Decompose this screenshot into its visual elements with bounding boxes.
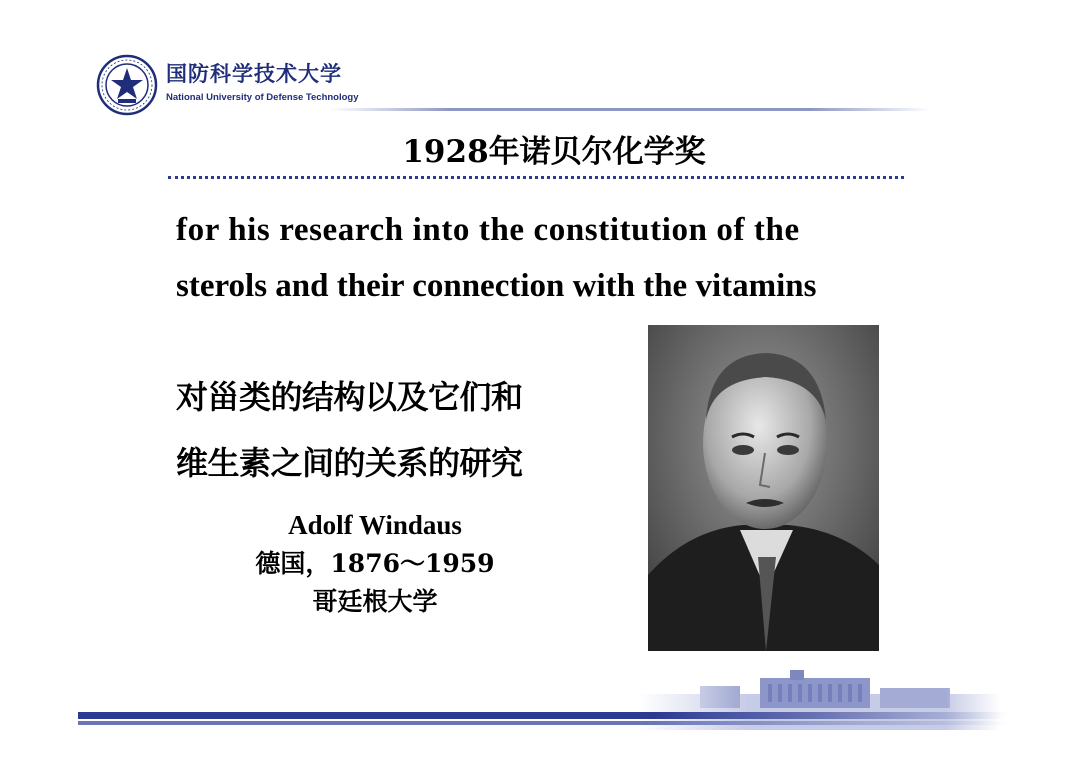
university-seal-icon bbox=[96, 54, 158, 116]
university-name-cn: 国防科学技术大学 bbox=[166, 61, 342, 86]
citation-cn-line-2: 维生素之间的关系的研究 bbox=[176, 444, 523, 482]
laureate-origin: 德国，1876～1959 bbox=[255, 549, 495, 578]
university-name-en: National University of Defense Technology bbox=[166, 92, 359, 103]
footer-bar-secondary bbox=[78, 721, 1008, 725]
footer-bar-primary bbox=[78, 712, 1008, 719]
citation-cn-line-1: 对甾类的结构以及它们和 bbox=[176, 378, 523, 416]
laureate-name: Adolf Windaus bbox=[288, 510, 462, 540]
laureate-institution: 哥廷根大学 bbox=[312, 587, 438, 616]
title-dotted-divider bbox=[168, 176, 904, 179]
header-divider bbox=[330, 108, 930, 111]
citation-en-line-1: for his research into the constitution of the bbox=[176, 212, 800, 248]
university-logo bbox=[96, 54, 359, 114]
laureate-portrait bbox=[648, 325, 879, 651]
citation-en-line-2: sterols and their connection with the vitamins bbox=[176, 268, 817, 304]
slide-title: 1928年诺贝尔化学奖 bbox=[402, 134, 706, 170]
